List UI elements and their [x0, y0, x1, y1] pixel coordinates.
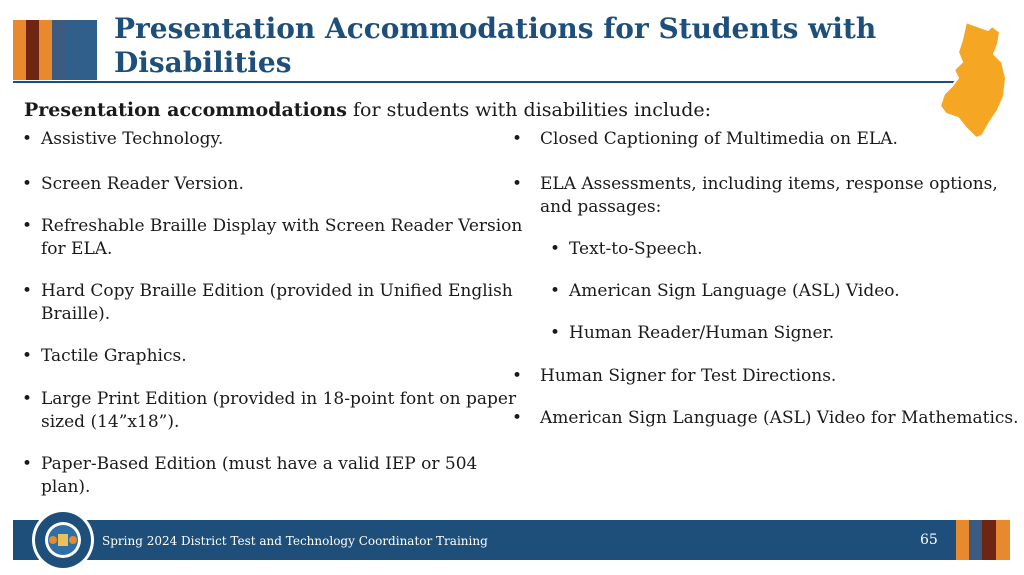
bullet-icon: • [512, 174, 523, 194]
list-item-text: American Sign Language (ASL) Video for Mathematics. [540, 408, 1019, 428]
footer-text: Spring 2024 District Test and Technology Coordinator Training [102, 534, 488, 548]
intro-bold-text: Presentation accommodations [24, 99, 347, 121]
sub-list-item [512, 280, 1019, 303]
footer-accent-bars [956, 520, 1010, 560]
bullet-icon: • [550, 323, 561, 343]
list-item-text: ELA Assessments, including items, response options, and passages: [540, 174, 998, 217]
bullet-icon: • [550, 281, 561, 301]
list-item-text: Hard Copy Braille Edition (provided in Unified English Braille). [41, 281, 513, 324]
list-item [22, 388, 531, 434]
accent-bar-slate [52, 20, 65, 80]
list-item [512, 173, 1020, 219]
list-item-text: Refreshable Braille Display with Screen Reader Version for ELA. [41, 216, 523, 259]
bullet-icon: • [22, 174, 33, 194]
footer-bar-orange-2 [996, 520, 1010, 560]
sub-list-item [512, 322, 1019, 345]
list-item-text: Human Signer for Test Directions. [540, 366, 837, 386]
title-divider [13, 81, 970, 83]
list-item [22, 280, 531, 326]
intro-sentence [24, 97, 711, 123]
bullet-icon: • [22, 129, 33, 149]
bullet-icon: • [22, 389, 33, 409]
page-number: 65 [920, 532, 938, 548]
bullet-icon: • [22, 281, 33, 301]
list-item-text: Paper-Based Edition (must have a valid IEP or 504 plan). [41, 454, 478, 497]
list-item [512, 365, 1020, 388]
slide-title: Presentation Accommodations for Students with Disabilities [114, 12, 877, 79]
list-item-text: Text-to-Speech. [569, 239, 703, 259]
new-jersey-map-icon [936, 18, 1014, 140]
list-item-text: Human Reader/Human Signer. [569, 323, 835, 343]
accent-bar-dark-red [26, 20, 39, 80]
accent-bar-orange-2 [39, 20, 52, 80]
bullet-icon: • [22, 216, 33, 236]
bullet-icon: • [512, 366, 523, 386]
list-item [22, 453, 531, 499]
footer-bar-orange [956, 520, 969, 560]
list-item-text: Large Print Edition (provided in 18-point font on paper sized (14”x18”). [41, 389, 517, 432]
list-item [512, 128, 1020, 151]
list-item [512, 407, 1020, 430]
accent-bar-navy [65, 20, 97, 80]
bullet-icon: • [512, 129, 523, 149]
bullet-icon: • [22, 454, 33, 474]
list-item-text: Tactile Graphics. [41, 346, 187, 366]
bullet-icon: • [22, 346, 33, 366]
list-item [22, 128, 531, 151]
list-item [22, 215, 531, 261]
list-item [22, 345, 531, 368]
accent-bar-orange [13, 20, 26, 80]
bullet-icon: • [512, 408, 523, 428]
list-item-text: Screen Reader Version. [41, 174, 244, 194]
sub-list-item [512, 238, 1019, 261]
bullet-icon: • [550, 239, 561, 259]
header-accent-bars [13, 20, 97, 80]
list-item-text: American Sign Language (ASL) Video. [569, 281, 900, 301]
list-item [22, 173, 531, 196]
footer-bar-slate [969, 520, 982, 560]
intro-text: for students with disabilities include: [346, 99, 712, 121]
footer-bar-dark-red [982, 520, 996, 560]
list-item-text: Closed Captioning of Multimedia on ELA. [540, 129, 898, 149]
list-item-text: Assistive Technology. [41, 129, 224, 149]
nj-department-of-education-seal-icon [31, 508, 95, 572]
